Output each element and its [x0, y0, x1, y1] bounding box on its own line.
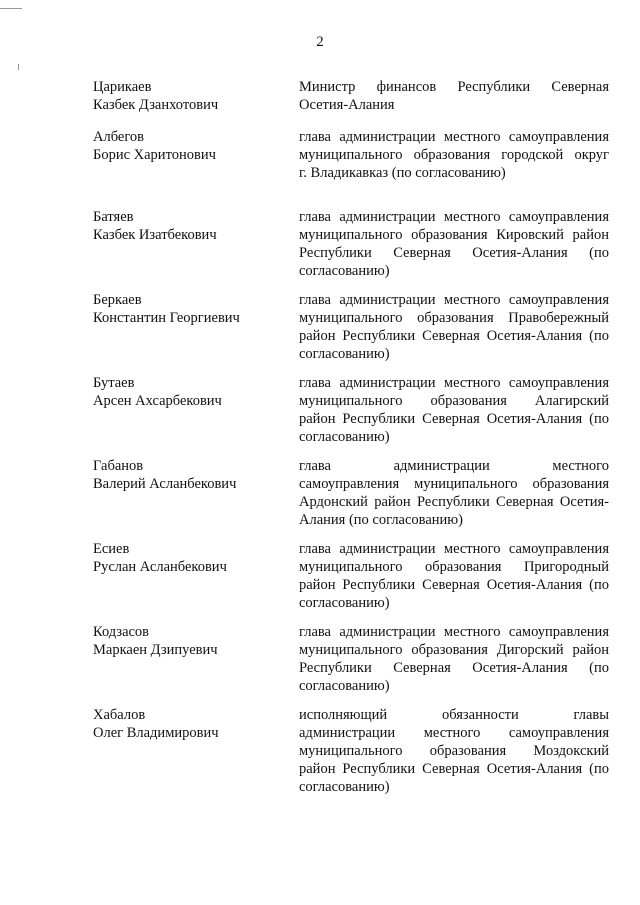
position-line: район Республики Северная Осетия-Алания (по	[299, 411, 609, 427]
person-name	[93, 540, 283, 576]
position-line: Республики Северная Осетия-Алания (по	[299, 245, 609, 261]
position-line: глава администрации местного	[299, 458, 609, 474]
position-line: глава администрации местного самоуправления	[299, 541, 609, 557]
position-line: г. Владикавказ (по согласованию)	[299, 165, 506, 181]
surname: Хабалов	[93, 707, 146, 723]
position-text	[299, 540, 609, 612]
position-line: глава администрации местного самоуправления	[299, 292, 609, 308]
position-line: муниципального образования Кировский район	[299, 227, 609, 243]
person-name	[93, 706, 283, 742]
surname: Батяев	[93, 209, 134, 225]
list-item	[93, 457, 609, 540]
position-line: район Республики Северная Осетия-Алания (по	[299, 761, 609, 777]
position-line: район Республики Северная Осетия-Алания (по	[299, 328, 609, 344]
person-name	[93, 457, 283, 493]
list-item	[93, 128, 609, 208]
position-line: район Республики Северная Осетия-Алания (по	[299, 577, 609, 593]
given-names: Константин Георгиевич	[93, 310, 240, 326]
given-names: Арсен Ахсарбекович	[93, 393, 222, 409]
page-number: 2	[316, 34, 324, 50]
position-line: муниципального образования Дигорский район	[299, 642, 609, 658]
position-line: Осетия-Алания	[299, 97, 395, 113]
surname: Кодзасов	[93, 624, 150, 640]
position-line: муниципального образования Пригородный	[299, 559, 609, 575]
position-line: согласованию)	[299, 779, 390, 795]
position-line: Ардонский район Республики Северная Осетия-	[299, 494, 609, 510]
scan-mark-top	[0, 8, 22, 9]
position-line: глава администрации местного самоуправления	[299, 375, 609, 391]
position-line: исполняющий обязанности главы	[299, 707, 609, 723]
position-line: муниципального образования Алагирский	[299, 393, 609, 409]
position-text	[299, 291, 609, 363]
list-item	[93, 374, 609, 457]
position-line: согласованию)	[299, 678, 390, 694]
given-names: Олег Владимирович	[93, 725, 219, 741]
person-name	[93, 78, 283, 114]
position-text	[299, 208, 609, 280]
list-item	[93, 706, 609, 806]
person-name	[93, 291, 283, 327]
position-text	[299, 128, 609, 182]
position-line: согласованию)	[299, 263, 390, 279]
position-text	[299, 706, 609, 796]
position-line: администрации местного самоуправления	[299, 725, 609, 741]
list-item	[93, 208, 609, 291]
given-names: Борис Харитонович	[93, 147, 216, 163]
members-list	[93, 78, 609, 806]
position-line: Республики Северная Осетия-Алания (по	[299, 660, 609, 676]
given-names: Казбек Изатбекович	[93, 227, 217, 243]
position-line: самоуправления муниципального образования	[299, 476, 609, 492]
surname: Албегов	[93, 129, 145, 145]
position-text	[299, 457, 609, 529]
person-name	[93, 623, 283, 659]
position-line: Министр финансов Республики Северная	[299, 79, 609, 95]
position-text	[299, 78, 609, 114]
surname: Беркаев	[93, 292, 142, 308]
position-line: Алания (по согласованию)	[299, 512, 463, 528]
list-item	[93, 623, 609, 706]
position-line: муниципального образования городской округ	[299, 147, 609, 163]
given-names: Казбек Дзанхотович	[93, 97, 219, 113]
list-item	[93, 78, 609, 128]
given-names: Валерий Асланбекович	[93, 476, 237, 492]
given-names: Руслан Асланбекович	[93, 559, 227, 575]
surname: Царикаев	[93, 79, 152, 95]
list-item	[93, 540, 609, 623]
position-line: согласованию)	[299, 595, 390, 611]
list-item	[93, 291, 609, 374]
position-line: глава администрации местного самоуправления	[299, 624, 609, 640]
given-names: Маркаен Дзипуевич	[93, 642, 218, 658]
person-name	[93, 374, 283, 410]
surname: Габанов	[93, 458, 144, 474]
position-line: согласованию)	[299, 429, 390, 445]
position-line: согласованию)	[299, 346, 390, 362]
scan-mark-left	[18, 64, 19, 70]
position-line: глава администрации местного самоуправления	[299, 129, 609, 145]
surname: Есиев	[93, 541, 130, 557]
surname: Бутаев	[93, 375, 135, 391]
person-name	[93, 208, 283, 244]
position-text	[299, 374, 609, 446]
person-name	[93, 128, 283, 164]
position-line: глава администрации местного самоуправления	[299, 209, 609, 225]
position-text	[299, 623, 609, 695]
position-line: муниципального образования Правобережный	[299, 310, 609, 326]
position-line: муниципального образования Моздокский	[299, 743, 609, 759]
